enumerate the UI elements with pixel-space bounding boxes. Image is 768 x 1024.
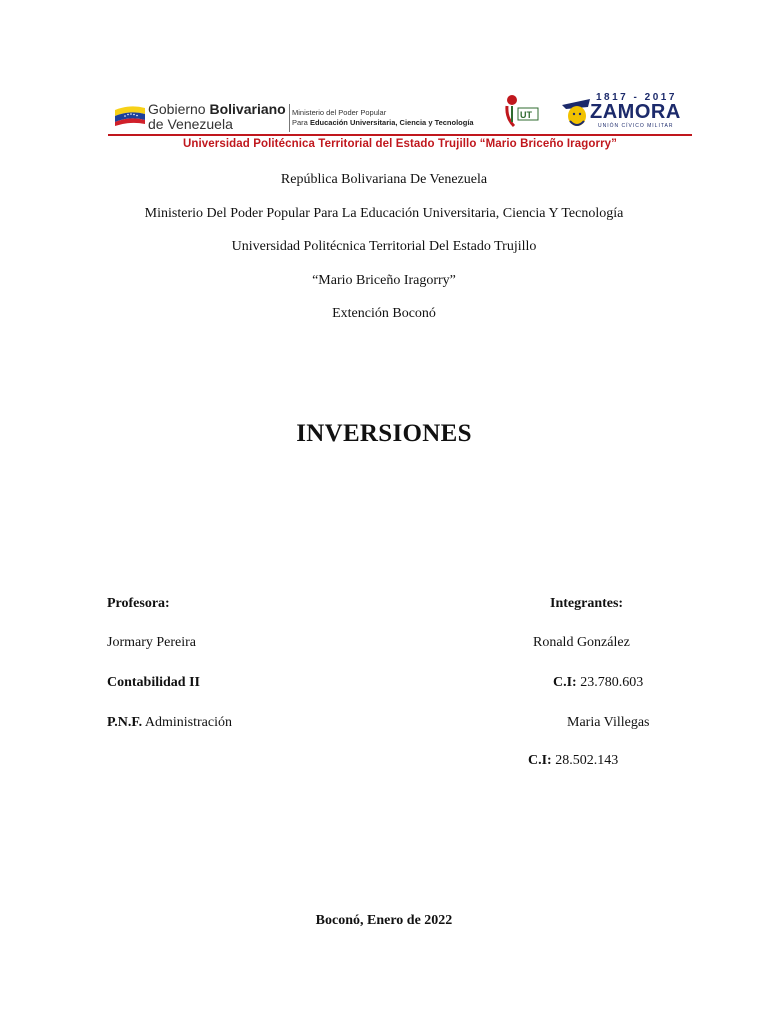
- member2-name: Maria Villegas: [567, 715, 650, 730]
- gobierno-bolivariano-logo-text: [148, 102, 290, 131]
- svg-text:UT: UT: [520, 110, 532, 120]
- university-banner-text: Universidad Politécnica Territorial del Estado Trujillo “Mario Briceño Iragorry”: [182, 138, 618, 150]
- pnf-label: P.N.F.: [107, 715, 143, 730]
- ci-label: C.I:: [553, 675, 577, 690]
- integrantes-label: Integrantes:: [550, 596, 624, 611]
- document-title: INVERSIONES: [296, 420, 472, 447]
- member1-name: Ronald González: [533, 635, 630, 650]
- ci-label: C.I:: [528, 753, 552, 768]
- ministerio-bold: Educación Universitaria, Ciencia y Tecnología: [309, 118, 474, 127]
- zamora-portrait-icon: [560, 95, 594, 131]
- university-name-line: “Mario Briceño Iragorry”: [312, 273, 456, 288]
- extension-line: Extención Boconó: [332, 306, 436, 321]
- gobierno-bold: Bolivariano: [209, 101, 286, 117]
- gobierno-prefix: Gobierno: [148, 101, 206, 117]
- ministerio-logo-text: [292, 108, 502, 128]
- pnf-value: Administración: [144, 715, 232, 730]
- zamora-subtitle: UNIÓN CÍVICO MILITAR: [598, 123, 674, 129]
- venezuela-flag-icon: [115, 104, 145, 126]
- member2-ci-value: 28.502.143: [555, 753, 619, 768]
- header-banner: [108, 90, 692, 154]
- gobierno-line2: de Venezuela: [148, 116, 233, 132]
- banner-divider: [289, 104, 290, 132]
- pnf-line: [107, 714, 232, 732]
- zamora-word: ZAMORA: [590, 101, 681, 123]
- zamora-logo: [560, 92, 690, 132]
- member1-ci: [553, 674, 643, 692]
- university-logo-icon: [502, 92, 542, 130]
- ministerio-line1: Ministerio del Poder Popular: [292, 108, 387, 117]
- ministry-line: Ministerio Del Poder Popular Para La Educación Universitaria, Ciencia Y Tecnología: [144, 206, 624, 221]
- profesora-name: Jormary Pereira: [107, 635, 197, 650]
- place-date-footer: Boconó, Enero de 2022: [315, 913, 453, 928]
- profesora-label: Profesora:: [107, 596, 170, 611]
- university-line: Universidad Politécnica Territorial Del Estado Trujillo: [231, 239, 537, 254]
- ministerio-prefix: Para: [292, 118, 308, 127]
- member2-ci: [528, 752, 618, 770]
- course-name: Contabilidad II: [107, 675, 200, 690]
- republic-line: República Bolivariana De Venezuela: [280, 172, 488, 187]
- zamora-years: 1817 - 2017: [596, 92, 677, 103]
- member1-ci-value: 23.780.603: [580, 675, 644, 690]
